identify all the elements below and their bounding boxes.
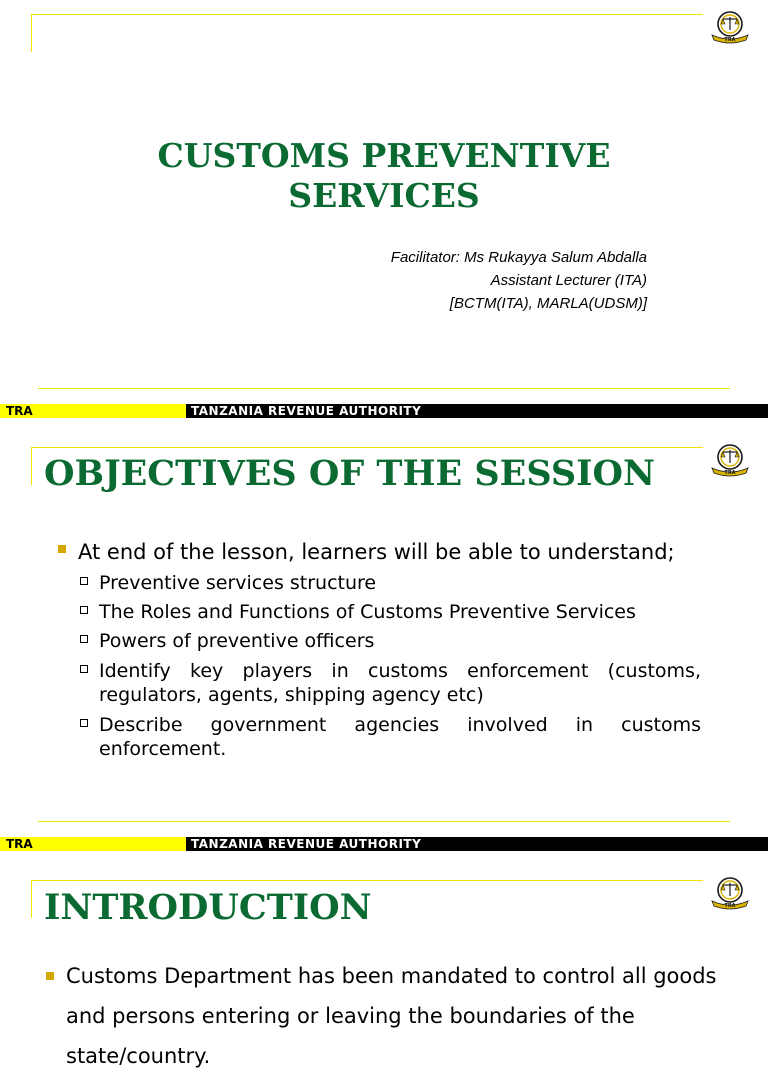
sub-bullet-item <box>99 629 701 653</box>
facilitator-credentials: [BCTM(ITA), MARLA(UDSM)] <box>449 295 647 312</box>
slide-bottom-line <box>38 388 730 389</box>
title-line-1: CUSTOMS PREVENTIVE <box>157 136 611 175</box>
hollow-square-bullet-icon <box>80 719 88 727</box>
slide-frame-top-line <box>31 447 703 448</box>
tra-logo-icon <box>710 875 750 909</box>
facilitator-role: Assistant Lecturer (ITA) <box>490 272 647 289</box>
slide-3 <box>0 866 768 1068</box>
hollow-square-bullet-icon <box>80 577 88 585</box>
sub-bullet-item <box>99 713 701 761</box>
slide-gap <box>0 418 768 433</box>
sub-bullet-text: The Roles and Functions of Customs Preventive Services <box>99 601 636 623</box>
slide-frame-top-line <box>31 880 703 881</box>
square-bullet-icon <box>46 972 54 980</box>
slide-frame-top-line <box>31 14 703 15</box>
slide-1 <box>0 0 768 418</box>
footer-authority: TANZANIA REVENUE AUTHORITY <box>186 404 768 418</box>
slide-2 <box>0 433 768 851</box>
bullet-text: Customs Department has been mandated to control all goods and persons entering or leaving the boundaries of the state/country. <box>66 964 717 1068</box>
sub-bullet-text: Identify key players in customs enforcement (customs, regulators, agents, shipping agency etc) <box>99 660 701 706</box>
sub-bullet-item <box>99 600 701 624</box>
sub-bullet-item <box>99 571 701 595</box>
footer-tra: TRA <box>0 404 186 418</box>
bullet-item <box>66 956 746 1076</box>
sub-bullet-item <box>99 659 701 707</box>
footer-tra: TRA <box>0 837 186 851</box>
hollow-square-bullet-icon <box>80 635 88 643</box>
slide-footer <box>0 404 768 418</box>
svg-text:TRA: TRA <box>724 37 736 43</box>
slide-title: INTRODUCTION <box>44 887 372 928</box>
svg-text:TRA: TRA <box>724 470 736 476</box>
title-line-2: SERVICES <box>288 176 480 215</box>
sub-bullet-text: Preventive services structure <box>99 572 377 594</box>
facilitator-name: Facilitator: Ms Rukayya Salum Abdalla <box>390 249 647 266</box>
sub-bullet-text: Describe government agencies involved in customs enforcement. <box>99 714 701 760</box>
square-bullet-icon <box>58 545 66 553</box>
slide-footer <box>0 837 768 851</box>
hollow-square-bullet-icon <box>80 606 88 614</box>
slide-frame-left-line <box>31 447 32 485</box>
svg-text:TRA: TRA <box>724 903 736 909</box>
facilitator-block <box>227 246 647 315</box>
slide-frame-left-line <box>31 14 32 52</box>
sub-bullet-text: Powers of preventive officers <box>99 630 375 652</box>
slide-title: OBJECTIVES OF THE SESSION <box>44 453 655 494</box>
bullet-text: At end of the lesson, learners will be able to understand; <box>78 540 675 564</box>
presentation-title <box>100 136 668 216</box>
bullet-item <box>78 540 675 564</box>
slide-bottom-line <box>38 821 730 822</box>
footer-authority: TANZANIA REVENUE AUTHORITY <box>186 837 768 851</box>
hollow-square-bullet-icon <box>80 665 88 673</box>
tra-logo-icon <box>710 442 750 476</box>
slide-frame-left-line <box>31 880 32 918</box>
tra-logo-icon <box>710 9 750 43</box>
slide-gap <box>0 851 768 866</box>
